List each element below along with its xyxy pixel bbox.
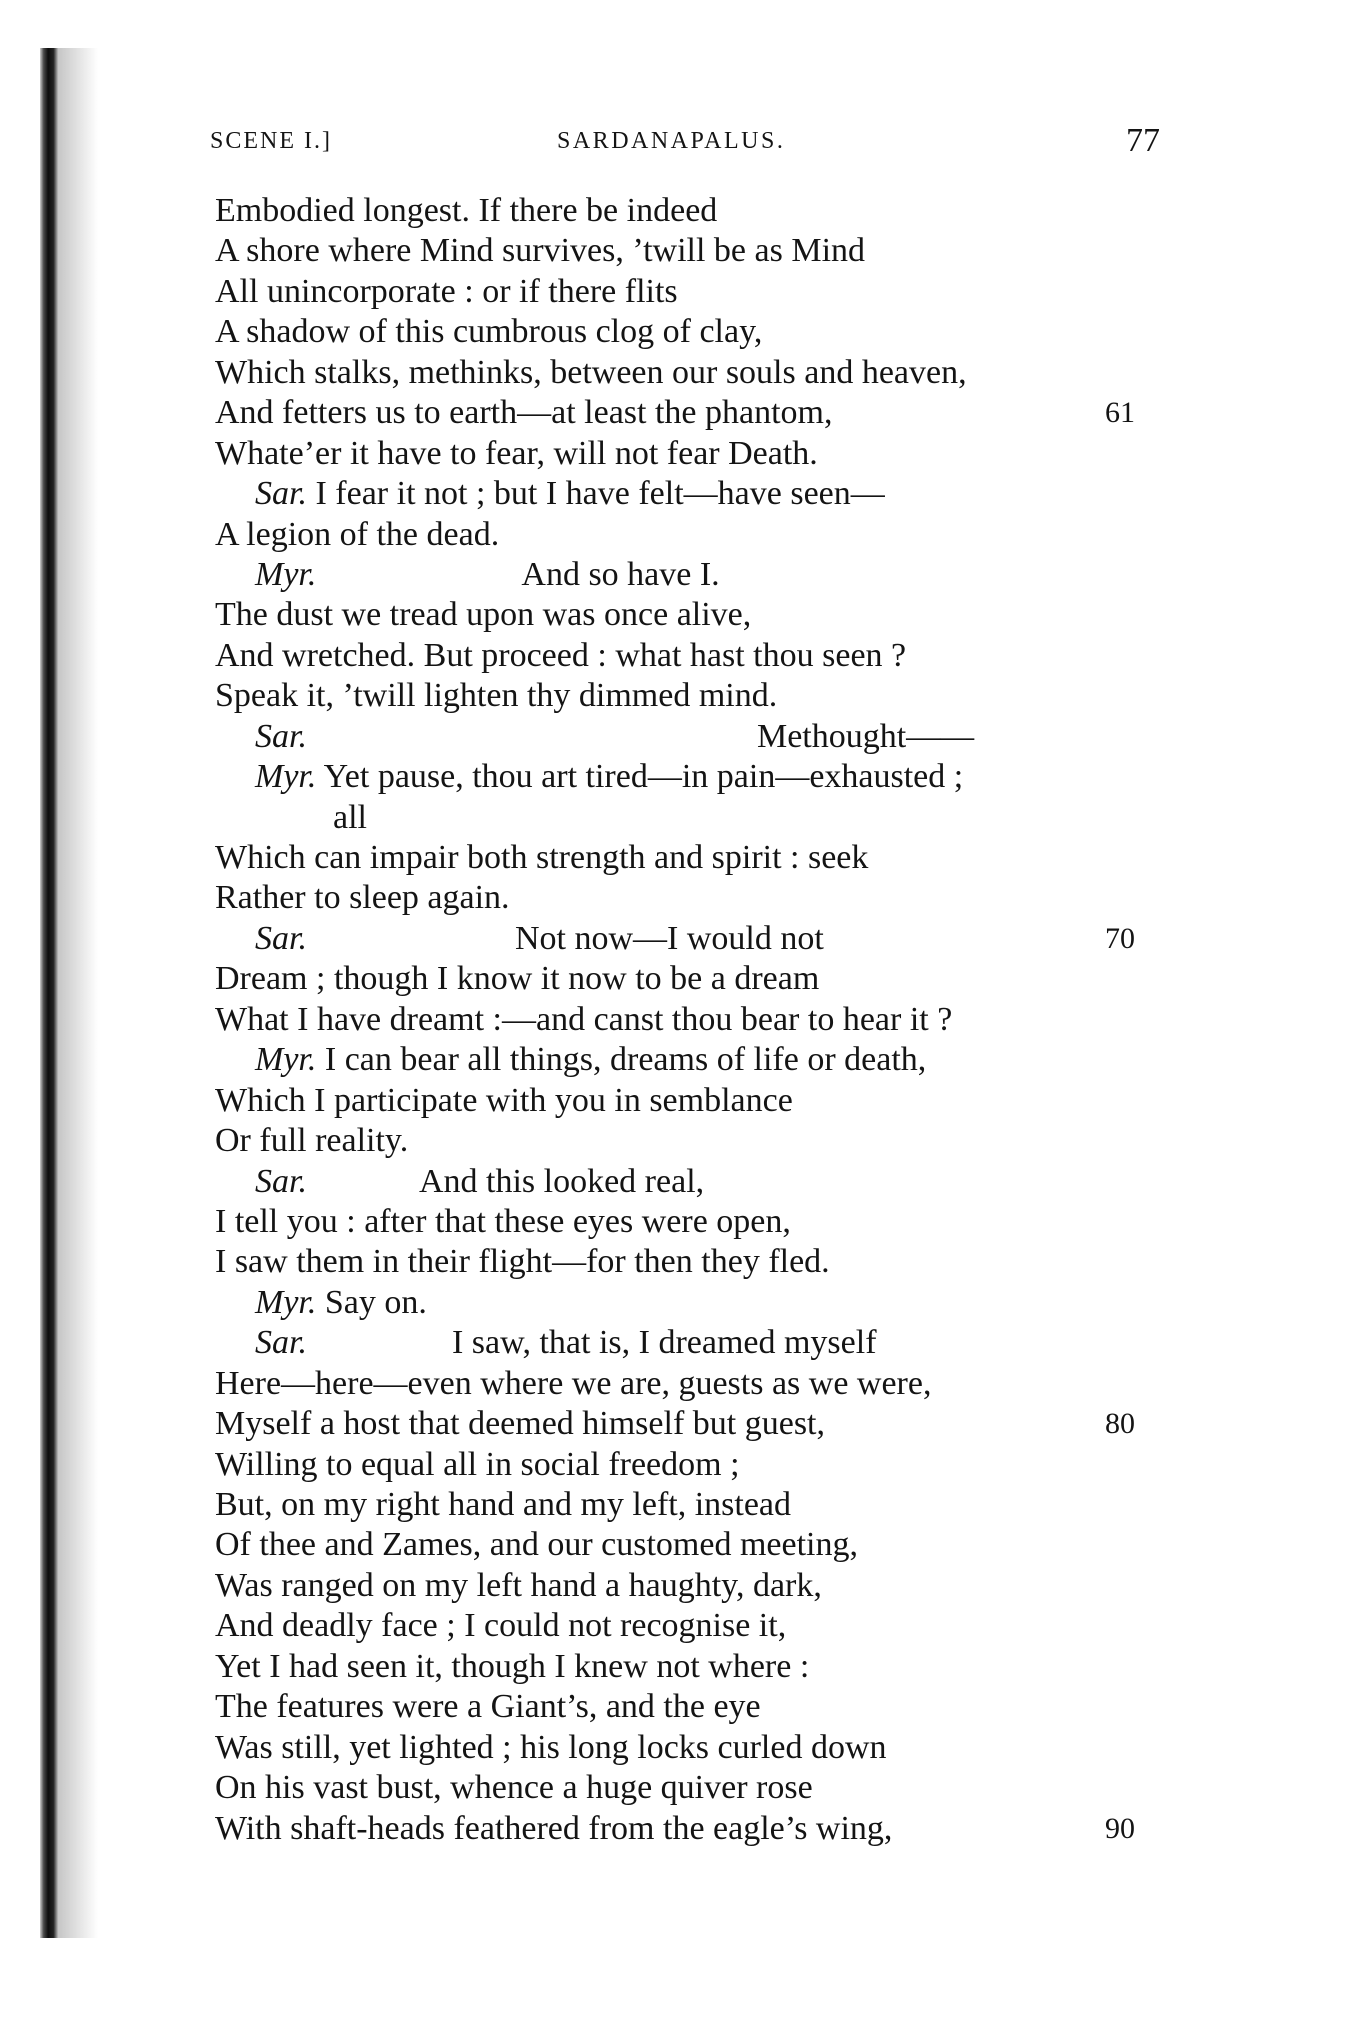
verse-line — [215, 1364, 1155, 1404]
line-text: Whate’er it have to fear, will not fear Death. — [215, 434, 818, 472]
verse-line — [215, 555, 1155, 595]
verse-line — [215, 676, 1155, 716]
verse-line — [215, 1809, 1155, 1849]
verse-line — [215, 595, 1155, 635]
line-text: What I have dreamt :—and canst thou bear to hear it ? — [215, 1000, 953, 1038]
verse-line — [215, 717, 1155, 757]
verse-line — [215, 1566, 1155, 1606]
line-text: On his vast bust, whence a huge quiver rose — [215, 1769, 813, 1807]
line-text: Rather to sleep again. — [215, 879, 510, 917]
verse-line — [215, 1728, 1155, 1768]
line-text: I saw, that is, I dreamed myself — [451, 1324, 877, 1362]
speaker-name: Myr. — [255, 758, 317, 796]
verse-line — [215, 1647, 1155, 1687]
verse-line — [215, 1242, 1155, 1282]
line-text: With shaft-heads feathered from the eagle’s wing, — [215, 1809, 893, 1847]
line-text: all — [333, 798, 367, 836]
verse-line — [215, 1040, 1155, 1080]
verse-line — [215, 636, 1155, 676]
verse-line — [215, 1485, 1155, 1525]
line-text: Here—here—even where we are, guests as we were, — [215, 1364, 932, 1402]
verse-line — [215, 959, 1155, 999]
speaker-name: Sar. — [255, 1162, 307, 1200]
page-number: 77 — [1126, 122, 1160, 159]
verse-line — [215, 1606, 1155, 1646]
line-text: Yet pause, thou art tired—in pain—exhausted ; — [316, 758, 964, 796]
verse-line — [215, 1162, 1155, 1202]
line-text: The dust we tread upon was once alive, — [215, 596, 752, 634]
line-text: I fear it not ; but I have felt—have seen— — [306, 475, 885, 513]
line-text: A shadow of this cumbrous clog of clay, — [215, 313, 763, 351]
line-text: I saw them in their flight—for then they fled. — [215, 1243, 830, 1281]
verse-line — [215, 515, 1155, 555]
verse-line — [215, 1768, 1155, 1808]
verse-line — [215, 1000, 1155, 1040]
binding-shadow — [58, 48, 98, 1938]
verse-line — [215, 1283, 1155, 1323]
line-text: The features were a Giant’s, and the eye — [215, 1688, 761, 1726]
verse-line — [215, 1121, 1155, 1161]
verse-line — [215, 878, 1155, 918]
verse-line — [215, 1404, 1155, 1444]
line-text: And wretched. But proceed : what hast thou seen ? — [215, 636, 907, 674]
speaker-name: Myr. — [255, 1041, 317, 1079]
line-text: Which can impair both strength and spirit : seek — [215, 839, 869, 876]
line-text: Speak it, ’twill lighten thy dimmed mind. — [215, 677, 778, 715]
line-text: Or full reality. — [215, 1122, 409, 1160]
line-text: A shore where Mind survives, ’twill be as Mind — [215, 232, 866, 270]
line-text: Not now—I would not — [514, 919, 824, 957]
line-number: 80 — [1105, 1407, 1135, 1441]
verse-line — [215, 231, 1155, 271]
line-text: Was still, yet lighted ; his long locks curled down — [215, 1728, 887, 1766]
line-text: Embodied longest. If there be indeed — [215, 192, 718, 229]
line-text: Which stalks, methinks, between our souls and heaven, — [215, 353, 967, 391]
verse-line — [215, 1687, 1155, 1727]
verse-line — [215, 191, 1155, 231]
line-text: Myself a host that deemed himself but guest, — [215, 1405, 825, 1443]
verse-line — [215, 1445, 1155, 1485]
line-text: And deadly face ; I could not recognise it, — [215, 1607, 787, 1645]
verse-line — [215, 353, 1155, 393]
verse-line — [215, 919, 1155, 959]
line-text: And fetters us to earth—at least the phantom, — [215, 394, 833, 432]
verse-line — [215, 757, 1155, 797]
verse-line — [215, 272, 1155, 312]
speaker-name: Sar. — [255, 1324, 307, 1362]
verse-line — [215, 1525, 1155, 1565]
line-text: Of thee and Zames, and our customed meeting, — [215, 1526, 858, 1564]
verse-line — [215, 798, 1155, 838]
line-text: And this looked real, — [418, 1162, 705, 1200]
line-number: 61 — [1105, 396, 1135, 430]
verse-line — [215, 1323, 1155, 1363]
line-text: Methought—— — [756, 717, 975, 755]
verse-line — [215, 434, 1155, 474]
verse-line — [215, 1081, 1155, 1121]
line-text: Which I participate with you in semblance — [215, 1081, 793, 1119]
line-text: A legion of the dead. — [215, 515, 500, 553]
verse-line — [215, 1202, 1155, 1242]
verse-line — [215, 474, 1155, 514]
line-number: 90 — [1105, 1811, 1135, 1845]
line-text: Was ranged on my left hand a haughty, dark, — [215, 1566, 822, 1604]
line-text: Willing to equal all in social freedom ; — [215, 1445, 740, 1483]
line-text: All unincorporate : or if there flits — [215, 272, 678, 310]
speaker-name: Myr. — [255, 1283, 317, 1321]
verse-text — [215, 191, 1155, 1849]
speaker-name: Sar. — [255, 919, 307, 957]
speaker-name: Myr. — [255, 555, 317, 593]
line-text: Yet I had seen it, though I knew not where : — [215, 1647, 810, 1685]
verse-line — [215, 393, 1155, 433]
line-number: 70 — [1105, 921, 1135, 955]
speaker-name: Sar. — [255, 475, 307, 513]
line-text: Say on. — [316, 1283, 427, 1321]
speaker-name: Sar. — [255, 717, 307, 755]
line-text: I can bear all things, dreams of life or death, — [316, 1041, 927, 1079]
line-text: And so have I. — [521, 555, 720, 593]
verse-line — [215, 312, 1155, 352]
line-text: Dream ; though I know it now to be a dream — [215, 960, 820, 998]
running-header — [210, 122, 1160, 168]
line-text: But, on my right hand and my left, instead — [215, 1486, 792, 1523]
book-binding-edge — [40, 48, 58, 1938]
verse-line — [215, 838, 1155, 878]
scene-label: SCENE I.] — [210, 128, 332, 154]
line-text: I tell you : after that these eyes were open, — [215, 1202, 791, 1240]
running-title: SARDANAPALUS. — [557, 128, 786, 154]
